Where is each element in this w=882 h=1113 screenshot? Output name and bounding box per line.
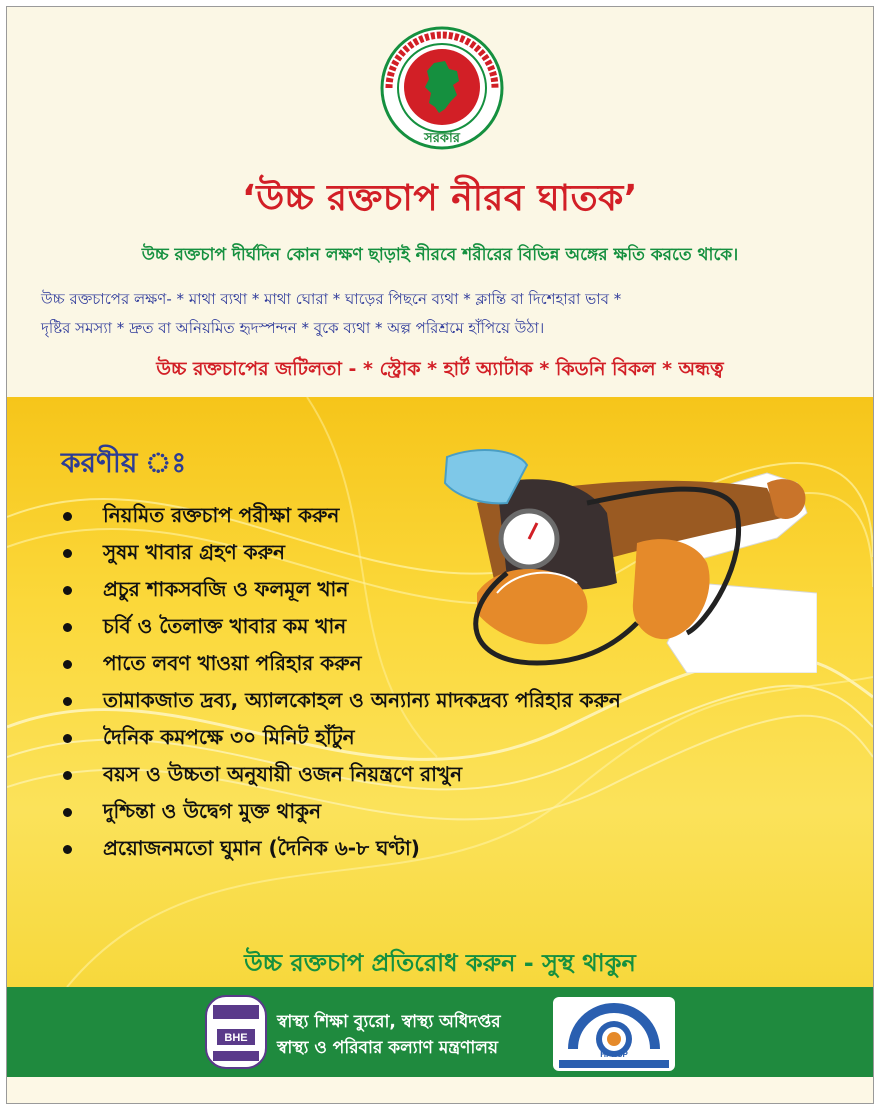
- symptoms-line-1: উচ্চ রক্তচাপের লক্ষণ- * মাথা ব্যথা * মাথা ঘোরা * ঘাড়ের পিছনে ব্যথা * ক্লান্তি বা দিশেহারা ভাব *: [41, 290, 622, 308]
- bullet-icon: [63, 549, 72, 558]
- poster: [6, 6, 874, 1104]
- footer-line-1: স্বাস্থ্য শিক্ষা ব্যুরো, স্বাস্থ্য অধিদপ্তর: [277, 1012, 501, 1032]
- bullet-icon: [63, 697, 72, 706]
- bullet-icon: [63, 623, 72, 632]
- seal-bottom-text: সরকার: [424, 131, 460, 146]
- bullet-icon: [63, 808, 72, 817]
- todo-item-text: সুষম খাবার গ্রহণ করুন: [103, 540, 285, 564]
- bullet-icon: [63, 771, 72, 780]
- bhe-logo-icon: [205, 995, 267, 1069]
- bhe-logo-abbr: BHE: [224, 1032, 248, 1044]
- todo-item-text: বয়স ও উচ্চতা অনুযায়ী ওজন নিয়ন্ত্রণে রাখুন: [103, 762, 463, 786]
- todo-title: করণীয় ঃ: [61, 446, 187, 479]
- footer-line-2: স্বাস্থ্য ও পরিবার কল্যাণ মন্ত্রণালয়: [277, 1038, 498, 1058]
- symptoms-line-2: দৃষ্টির সমস্যা * দ্রুত বা অনিয়মিত হৃদস্পন্দন * বুকে ব্যথা * অল্প পরিশ্রমে হাঁপিয়ে উঠা।: [41, 319, 545, 337]
- poster-title: ‘উচ্চ রক্তচাপ নীরব ঘাতক’: [242, 178, 638, 219]
- footer: [7, 987, 873, 1077]
- todo-item-text: দৈনিক কমপক্ষে ৩০ মিনিট হাঁটুন: [103, 725, 355, 749]
- todo-item-text: চর্বি ও তৈলাক্ত খাবার কম খান: [103, 614, 347, 638]
- footer-text: [277, 1009, 501, 1061]
- bullet-icon: [63, 734, 72, 743]
- hpnsp-logo-icon: [553, 997, 675, 1071]
- todo-item: [57, 682, 621, 719]
- bullet-icon: [63, 845, 72, 854]
- complications-text: উচ্চ রক্তচাপের জটিলতা - * স্ট্রোক * হার্ট অ্যাটাক * কিডনি বিকল * অন্ধত্ব: [156, 358, 724, 380]
- bullet-icon: [63, 586, 72, 595]
- todo-item-text: পাতে লবণ খাওয়া পরিহার করুন: [103, 651, 362, 675]
- bullet-icon: [63, 512, 72, 521]
- todo-item-text: দুশ্চিন্তা ও উদ্বেগ মুক্ত থাকুন: [103, 799, 322, 823]
- hpnsp-logo-abbr: HPNSP: [600, 1050, 628, 1059]
- todo-item-text: তামাকজাত দ্রব্য, অ্যালকোহল ও অন্যান্য মাদকদ্রব্য পরিহার করুন: [103, 688, 621, 712]
- bullet-icon: [63, 660, 72, 669]
- todo-item-text: নিয়মিত রক্তচাপ পরীক্ষা করুন: [103, 503, 340, 527]
- todo-section: [7, 397, 873, 987]
- todo-item-text: প্রচুর শাকসবজি ও ফলমূল খান: [103, 577, 349, 601]
- slogan: উচ্চ রক্তচাপ প্রতিরোধ করুন - সুস্থ থাকুন: [244, 949, 636, 977]
- todo-item: [57, 793, 621, 830]
- todo-item-text: প্রয়োজনমতো ঘুমান (দৈনিক ৬-৮ ঘণ্টা): [103, 836, 420, 860]
- symptoms-text: [41, 285, 841, 343]
- blood-pressure-measurement-icon: [437, 443, 817, 673]
- header-section: [7, 7, 873, 397]
- todo-item: [57, 756, 621, 793]
- footer-bottom-strip: [7, 1077, 873, 1103]
- poster-subtitle: উচ্চ রক্তচাপ দীর্ঘদিন কোন লক্ষণ ছাড়াই নীরবে শরীরের বিভিন্ন অঙ্গের ক্ষতি করতে থাকে।: [141, 245, 739, 265]
- todo-item: [57, 719, 621, 756]
- todo-item: [57, 830, 621, 867]
